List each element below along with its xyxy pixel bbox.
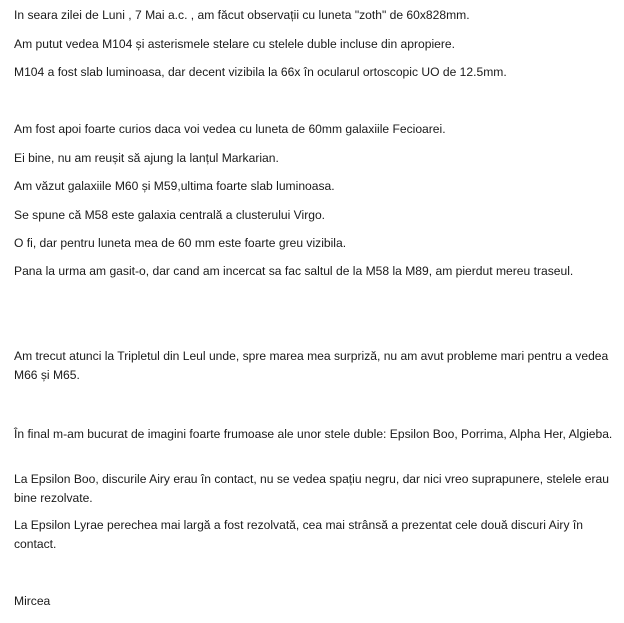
paragraph-hard-visible: O fi, dar pentru luneta mea de 60 mm este foarte greu vizibila. xyxy=(14,236,347,250)
paragraph-epsilon-lyrae: La Epsilon Lyrae perechea mai largă a fost rezolvată, cea mai strânsă a prezentat cele două discuri Airy în contact. xyxy=(14,518,583,551)
paragraph-epsilon-boo: La Epsilon Boo, discurile Airy erau în contact, nu se vedea spațiu negru, dar nici vreo suprapunere, stelele erau bine rezolvate. xyxy=(14,472,609,505)
paragraph-m104-seen: Am putut vedea M104 și asterismele stelare cu stelele duble incluse din apropiere. xyxy=(14,37,455,51)
paragraph-markarian: Ei bine, nu am reușit să ajung la lanțul Markarian. xyxy=(14,151,279,165)
paragraph-leo-triplet: Am trecut atunci la Tripletul din Leul unde, spre marea mea surpriză, nu am avut probleme mari pentru a vedea M66 și M65. xyxy=(14,349,609,382)
paragraph-m104-brightness: M104 a fost slab luminoasa, dar decent vizibila la 66x în ocularul ortoscopic UO de 12.5mm. xyxy=(14,65,507,79)
paragraph-m89-path: Pana la urma am gasit-o, dar cand am incercat sa fac saltul de la M58 la M89, am pierdut mereu traseul. xyxy=(14,264,574,278)
paragraph-virgo-curious: Am fost apoi foarte curios daca voi vedea cu luneta de 60mm galaxiile Fecioarei. xyxy=(14,122,446,136)
paragraph-m60-m59: Am văzut galaxiile M60 și M59,ultima foarte slab luminoasa. xyxy=(14,179,335,193)
signature: Mircea xyxy=(14,594,51,608)
paragraph-intro: In seara zilei de Luni , 7 Mai a.c. , am făcut observații cu luneta "zoth" de 60x828mm. xyxy=(14,8,470,22)
paragraph-m58: Se spune că M58 este galaxia centrală a clusterului Virgo. xyxy=(14,208,326,222)
paragraph-double-stars: În final m-am bucurat de imagini foarte frumoase ale unor stele duble: Epsilon Boo, Porrima, Alpha Her, Algieba. xyxy=(14,427,613,441)
